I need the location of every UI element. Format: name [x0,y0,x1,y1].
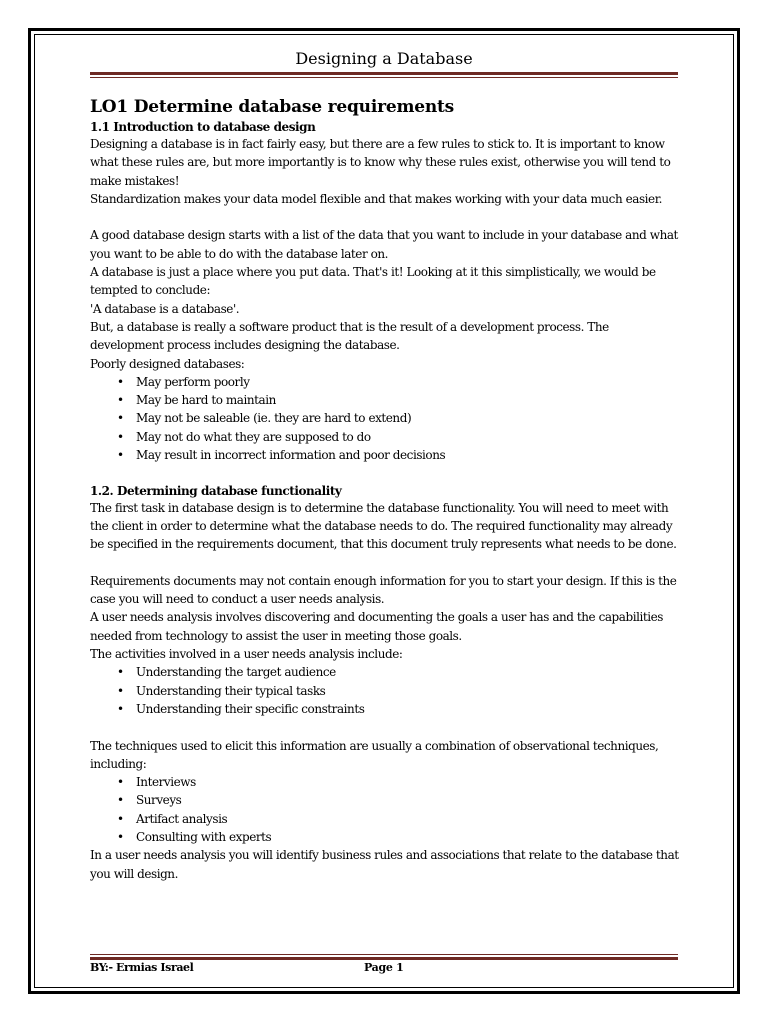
paragraph: Requirements documents may not contain enough information for you to start your design. If this is the case you will need to conduct a user needs analysis. [90,573,677,607]
paragraph: A database is just a place where you put data. That's it! Looking at it this simplistically, we would be tempted to conclude: [90,265,656,298]
paragraph: The techniques used to elicit this information are usually a combination of observational techniques, including: [90,738,659,771]
list-item: • Interviews [90,773,680,791]
list-item: • May result in incorrect information and poor decisions [90,446,680,464]
paragraph: A good database design starts with a list of the data that you want to include in your database and what you want to be able to do with the database later on. [90,228,678,261]
paragraph: The activities involved in a user needs analysis include: [90,647,403,662]
paragraph: But, a database is really a software product that is the result of a development process. The development process includes designing the database. [90,319,609,353]
paragraph: The first task in database design is to determine the database functionality. You will need to meet with the client in order to determine what the database needs to do. The required functionality may already be specified in the requirements document, that this document truly represents what needs to be done. [90,500,677,552]
footer-author: BY:- Ermias Israel [90,961,194,974]
functionality-heading: 1.2. Determining database functionality [90,483,342,498]
page-header-title: Designing a Database [295,49,473,68]
list-item: • May be hard to maintain [90,391,680,409]
intro-heading: 1.1 Introduction to database design [90,120,316,134]
bullet-list [90,663,680,718]
list-item: • Surveys [90,791,680,809]
list-item: • May perform poorly [90,373,680,391]
section-heading: LO1 Determine database requirements [90,97,455,117]
header-rule [90,72,678,78]
bullet-list [90,773,680,846]
footer-page-number: Page 1 [364,961,404,974]
bullet-list [90,373,680,464]
paragraph: Poorly designed databases: [90,356,245,371]
list-item: • Artifact analysis [90,810,680,828]
paragraph: Standardization makes your data model flexible and that makes working with your data much easier. [90,191,663,206]
list-item: • May not do what they are supposed to do [90,428,680,446]
list-item: • Consulting with experts [90,828,680,846]
list-item: • Understanding their typical tasks [90,682,680,700]
paragraph: A user needs analysis involves discovering and documenting the goals a user has and the capabilities needed from technology to assist the user in meeting those goals. [90,610,663,643]
list-item: • May not be saleable (ie. they are hard to extend) [90,409,680,427]
paragraph: Designing a database is in fact fairly easy, but there are a few rules to stick to. It is important to know what these rules are, but more importantly is to know why these rules exist, otherwise you will tend to make mistakes! [90,137,671,188]
paragraph: 'A database is a database'. [90,301,240,316]
list-item: • Understanding the target audience [90,663,680,681]
document-body [90,95,680,883]
paragraph: In a user needs analysis you will identify business rules and associations that relate to the database that you will design. [90,848,679,881]
list-item: • Understanding their specific constraints [90,700,680,718]
